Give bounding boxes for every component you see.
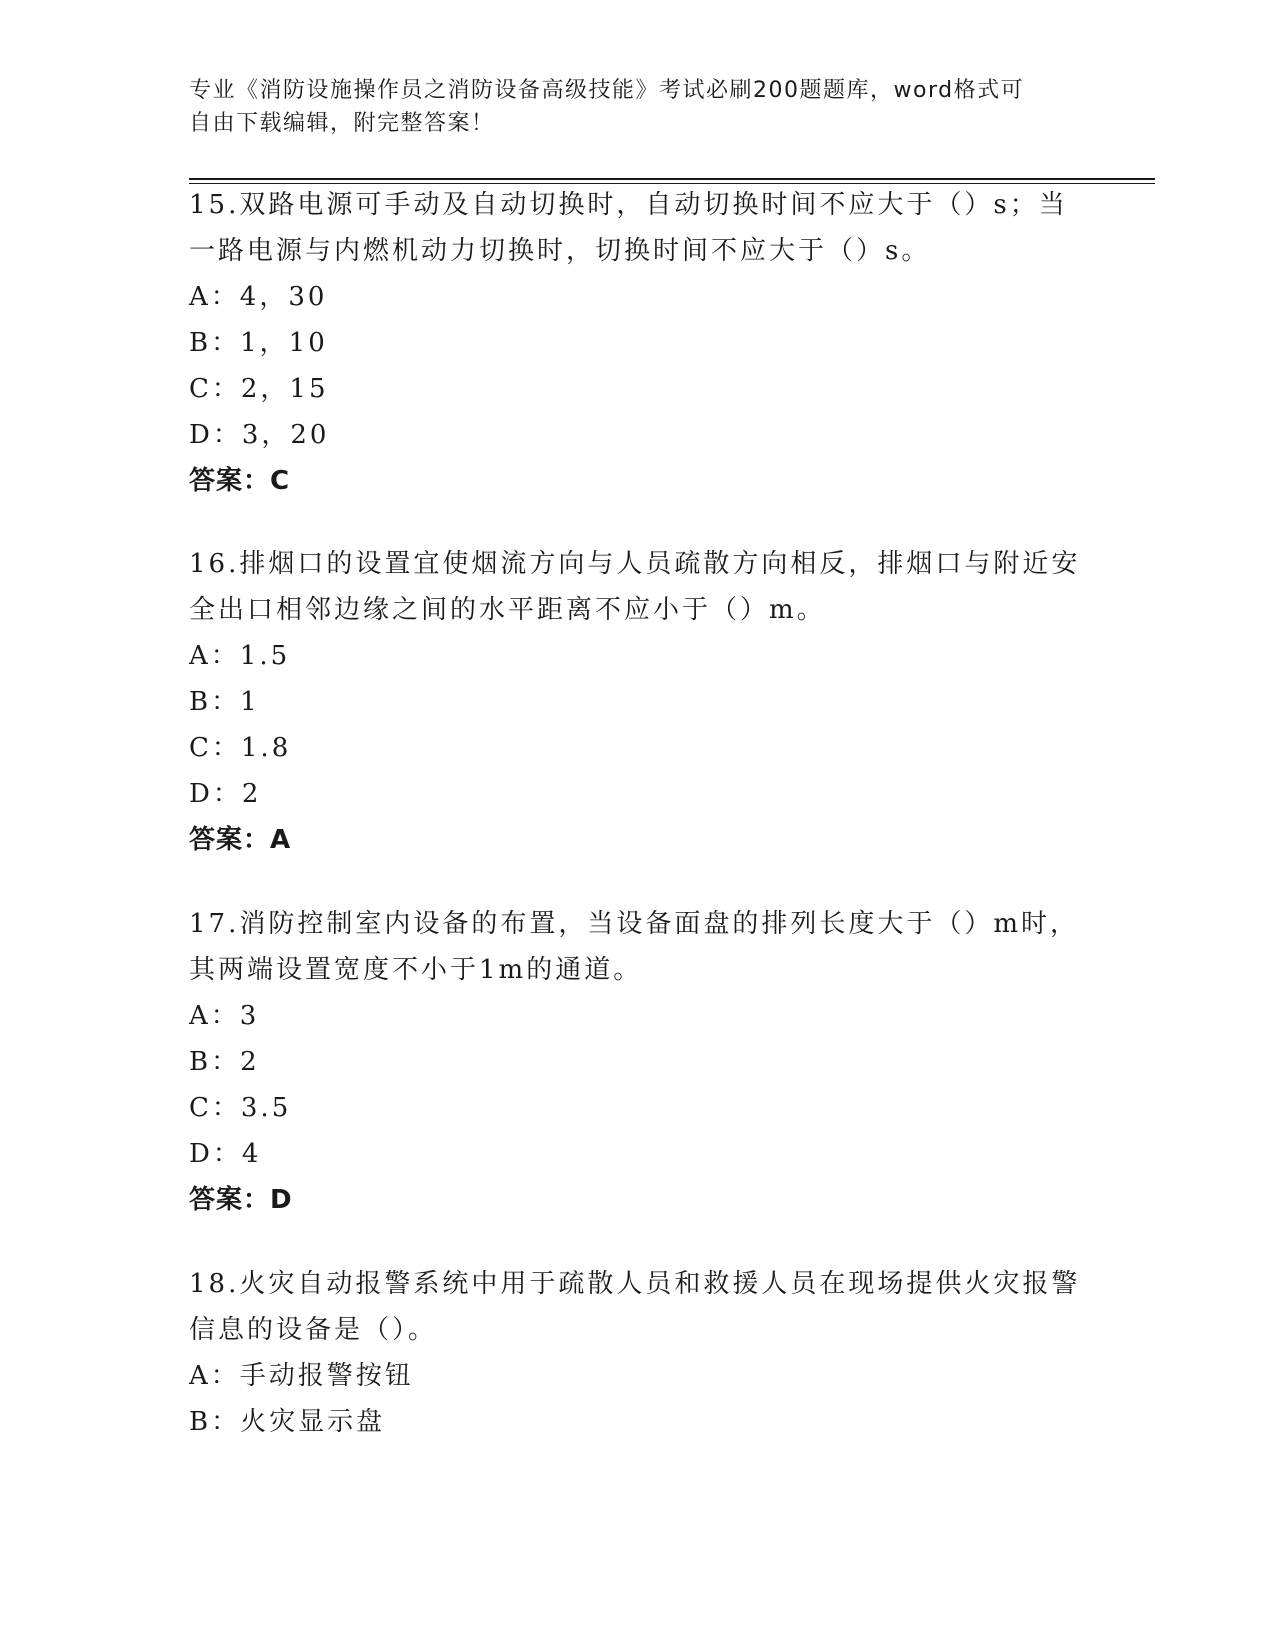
option-c: C：1.8 xyxy=(189,733,292,763)
answer-label: 答案：A xyxy=(189,825,292,855)
question-stem-line: 一路电源与内燃机动力切换时，切换时间不应大于（）s。 xyxy=(189,236,931,266)
document-header xyxy=(189,74,1089,140)
option-a: A：4，30 xyxy=(189,282,328,312)
question-stem-line: 其两端设置宽度不小于1m的通道。 xyxy=(189,955,643,985)
question-15 xyxy=(189,182,1109,504)
question-17 xyxy=(189,901,1109,1223)
question-stem xyxy=(189,182,1109,274)
option-d: D：4 xyxy=(189,1139,262,1169)
option-a: A：1.5 xyxy=(189,641,291,671)
option-b: B：1，10 xyxy=(189,328,328,358)
header-line-2: 自由下载编辑，附完整答案！ xyxy=(189,111,495,136)
header-divider-thick xyxy=(189,178,1155,180)
question-stem-line: 18.火灾自动报警系统中用于疏散人员和救援人员在现场提供火灾报警 xyxy=(189,1269,1081,1299)
question-stem xyxy=(189,541,1109,633)
option-a: A：3 xyxy=(189,1001,260,1031)
option-b: B：2 xyxy=(189,1047,260,1077)
option-a: A：手动报警按钮 xyxy=(189,1361,414,1391)
option-c: C：3.5 xyxy=(189,1093,292,1123)
option-c: C：2，15 xyxy=(189,374,329,404)
question-stem xyxy=(189,901,1109,993)
question-stem-line: 17.消防控制室内设备的布置，当设备面盘的排列长度大于（）m时， xyxy=(189,909,1080,939)
question-16 xyxy=(189,541,1109,863)
question-stem-line: 15.双路电源可手动及自动切换时，自动切换时间不应大于（）s；当 xyxy=(189,190,1068,220)
option-d: D：2 xyxy=(189,779,262,809)
option-b: B：火灾显示盘 xyxy=(189,1407,386,1437)
answer-label: 答案：D xyxy=(189,1185,293,1215)
answer-label: 答案：C xyxy=(189,466,291,496)
header-line-1: 专业《消防设施操作员之消防设备高级技能》考试必刷200题题库，word格式可 xyxy=(189,78,1025,103)
question-stem-line: 全出口相邻边缘之间的水平距离不应小于（）m。 xyxy=(189,595,826,625)
question-18 xyxy=(189,1261,1109,1445)
question-stem-line: 信息的设备是（）。 xyxy=(189,1315,438,1345)
option-d: D：3，20 xyxy=(189,420,330,450)
question-stem xyxy=(189,1261,1109,1353)
option-b: B：1 xyxy=(189,687,260,717)
question-stem-line: 16.排烟口的设置宜使烟流方向与人员疏散方向相反，排烟口与附近安 xyxy=(189,549,1081,579)
